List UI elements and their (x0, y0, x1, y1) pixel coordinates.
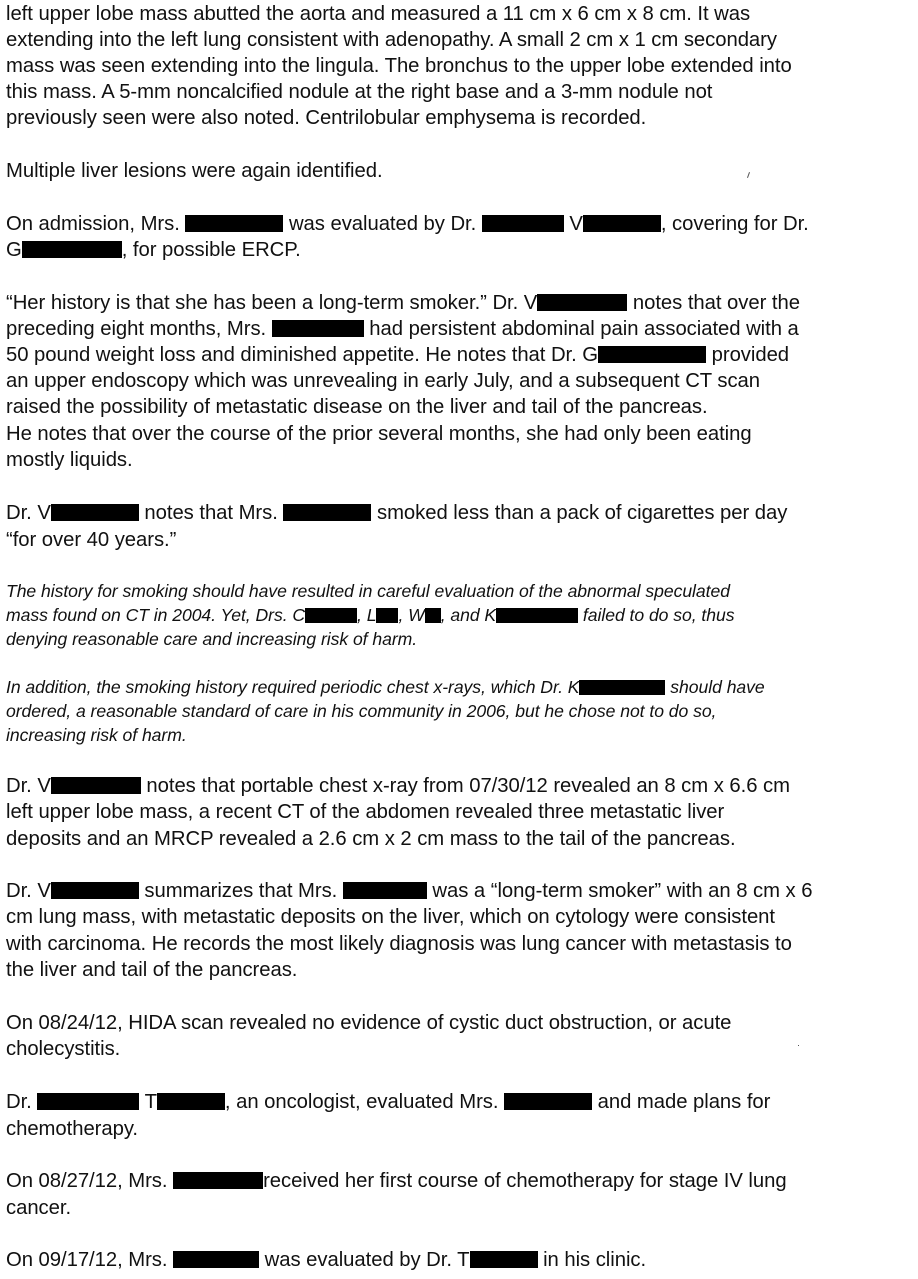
text-line: ordered, a reasonable standard of care in his community in 2006, but he chose not to do so, (6, 701, 717, 721)
text-line: Dr. V notes that Mrs. smoked less than a pack of cigarettes per day (6, 502, 788, 524)
text-line: 50 pound weight loss and diminished appetite. He notes that Dr. G provided (6, 344, 790, 366)
redaction-block (173, 1251, 259, 1268)
text-line: Dr. V summarizes that Mrs. was a “long-term smoker” with an 8 cm x 6 (6, 880, 813, 902)
redaction-block (425, 608, 441, 622)
redaction-block (343, 882, 427, 899)
redaction-block (51, 504, 139, 521)
text-line: cholecystitis. (6, 1038, 121, 1060)
redaction-block (185, 215, 283, 232)
text-line: “Her history is that she has been a long-term smoker.” Dr. V notes that over the (6, 292, 800, 314)
text-line: this mass. A 5-mm noncalcified nodule at the right base and a 3-mm nodule not (6, 81, 713, 103)
text-line: Multiple liver lesions were again identified. (6, 160, 383, 182)
text-line: In addition, the smoking history required periodic chest x-rays, which Dr. K should have (6, 677, 765, 697)
text-line: mostly liquids. (6, 449, 133, 471)
redaction-block (537, 294, 627, 311)
redaction-block (583, 215, 661, 232)
text-line: “for over 40 years.” (6, 529, 177, 551)
text-line: Dr. T , an oncologist, evaluated Mrs. and made plans for (6, 1091, 771, 1113)
redaction-block (51, 777, 141, 794)
redaction-block (51, 882, 139, 899)
redaction-block (579, 680, 665, 694)
redaction-block (482, 215, 564, 232)
text-line: On admission, Mrs. was evaluated by Dr. V , covering for Dr. (6, 213, 809, 235)
text-line: cm lung mass, with metastatic deposits on the liver, which on cytology were consistent (6, 906, 775, 928)
scan-speck (798, 1045, 799, 1046)
redaction-block (283, 504, 371, 521)
text-line: mass was seen extending into the lingula. The bronchus to the upper lobe extended into (6, 55, 792, 77)
redaction-block (376, 608, 398, 622)
text-line: The history for smoking should have resulted in careful evaluation of the abnormal speculated (6, 581, 730, 601)
text-line: left upper lobe mass abutted the aorta and measured a 11 cm x 6 cm x 8 cm. It was (6, 3, 751, 25)
redaction-block (305, 608, 357, 622)
text-line: On 08/24/12, HIDA scan revealed no evidence of cystic duct obstruction, or acute (6, 1012, 732, 1034)
text-line: G , for possible ERCP. (6, 239, 301, 261)
text-line: chemotherapy. (6, 1118, 138, 1140)
text-line: extending into the left lung consistent with adenopathy. A small 2 cm x 1 cm secondary (6, 29, 777, 51)
text-line: the liver and tail of the pancreas. (6, 959, 298, 981)
redaction-block (37, 1093, 139, 1110)
redaction-block (22, 241, 122, 258)
redaction-block (157, 1093, 225, 1110)
text-line: On 08/27/12, Mrs. received her first course of chemotherapy for stage IV lung (6, 1170, 787, 1192)
redaction-block (496, 608, 578, 622)
text-line: previously seen were also noted. Centrilobular emphysema is recorded. (6, 107, 647, 129)
redaction-block (272, 320, 364, 337)
text-line: left upper lobe mass, a recent CT of the abdomen revealed three metastatic liver (6, 801, 725, 823)
text-line: preceding eight months, Mrs. had persistent abdominal pain associated with a (6, 318, 799, 340)
text-line: cancer. (6, 1197, 72, 1219)
scan-speck (747, 172, 750, 178)
redaction-block (173, 1172, 263, 1189)
redaction-block (470, 1251, 538, 1268)
redaction-block (598, 346, 706, 363)
text-line: mass found on CT in 2004. Yet, Drs. C , L , W , and K failed to do so, thus (6, 605, 735, 625)
text-line: denying reasonable care and increasing risk of harm. (6, 629, 418, 649)
text-line: Dr. V notes that portable chest x-ray from 07/30/12 revealed an 8 cm x 6.6 cm (6, 775, 790, 797)
text-line: with carcinoma. He records the most likely diagnosis was lung cancer with metastasis to (6, 933, 792, 955)
redaction-block (504, 1093, 592, 1110)
text-line: He notes that over the course of the prior several months, she had only been eating (6, 423, 752, 445)
text-line: increasing risk of harm. (6, 725, 187, 745)
text-line: On 09/17/12, Mrs. was evaluated by Dr. T in his clinic. (6, 1249, 647, 1271)
text-line: an upper endoscopy which was unrevealing in early July, and a subsequent CT scan (6, 370, 761, 392)
text-line: deposits and an MRCP revealed a 2.6 cm x 2 cm mass to the tail of the pancreas. (6, 828, 736, 850)
text-line: raised the possibility of metastatic disease on the liver and tail of the pancreas. (6, 396, 708, 418)
